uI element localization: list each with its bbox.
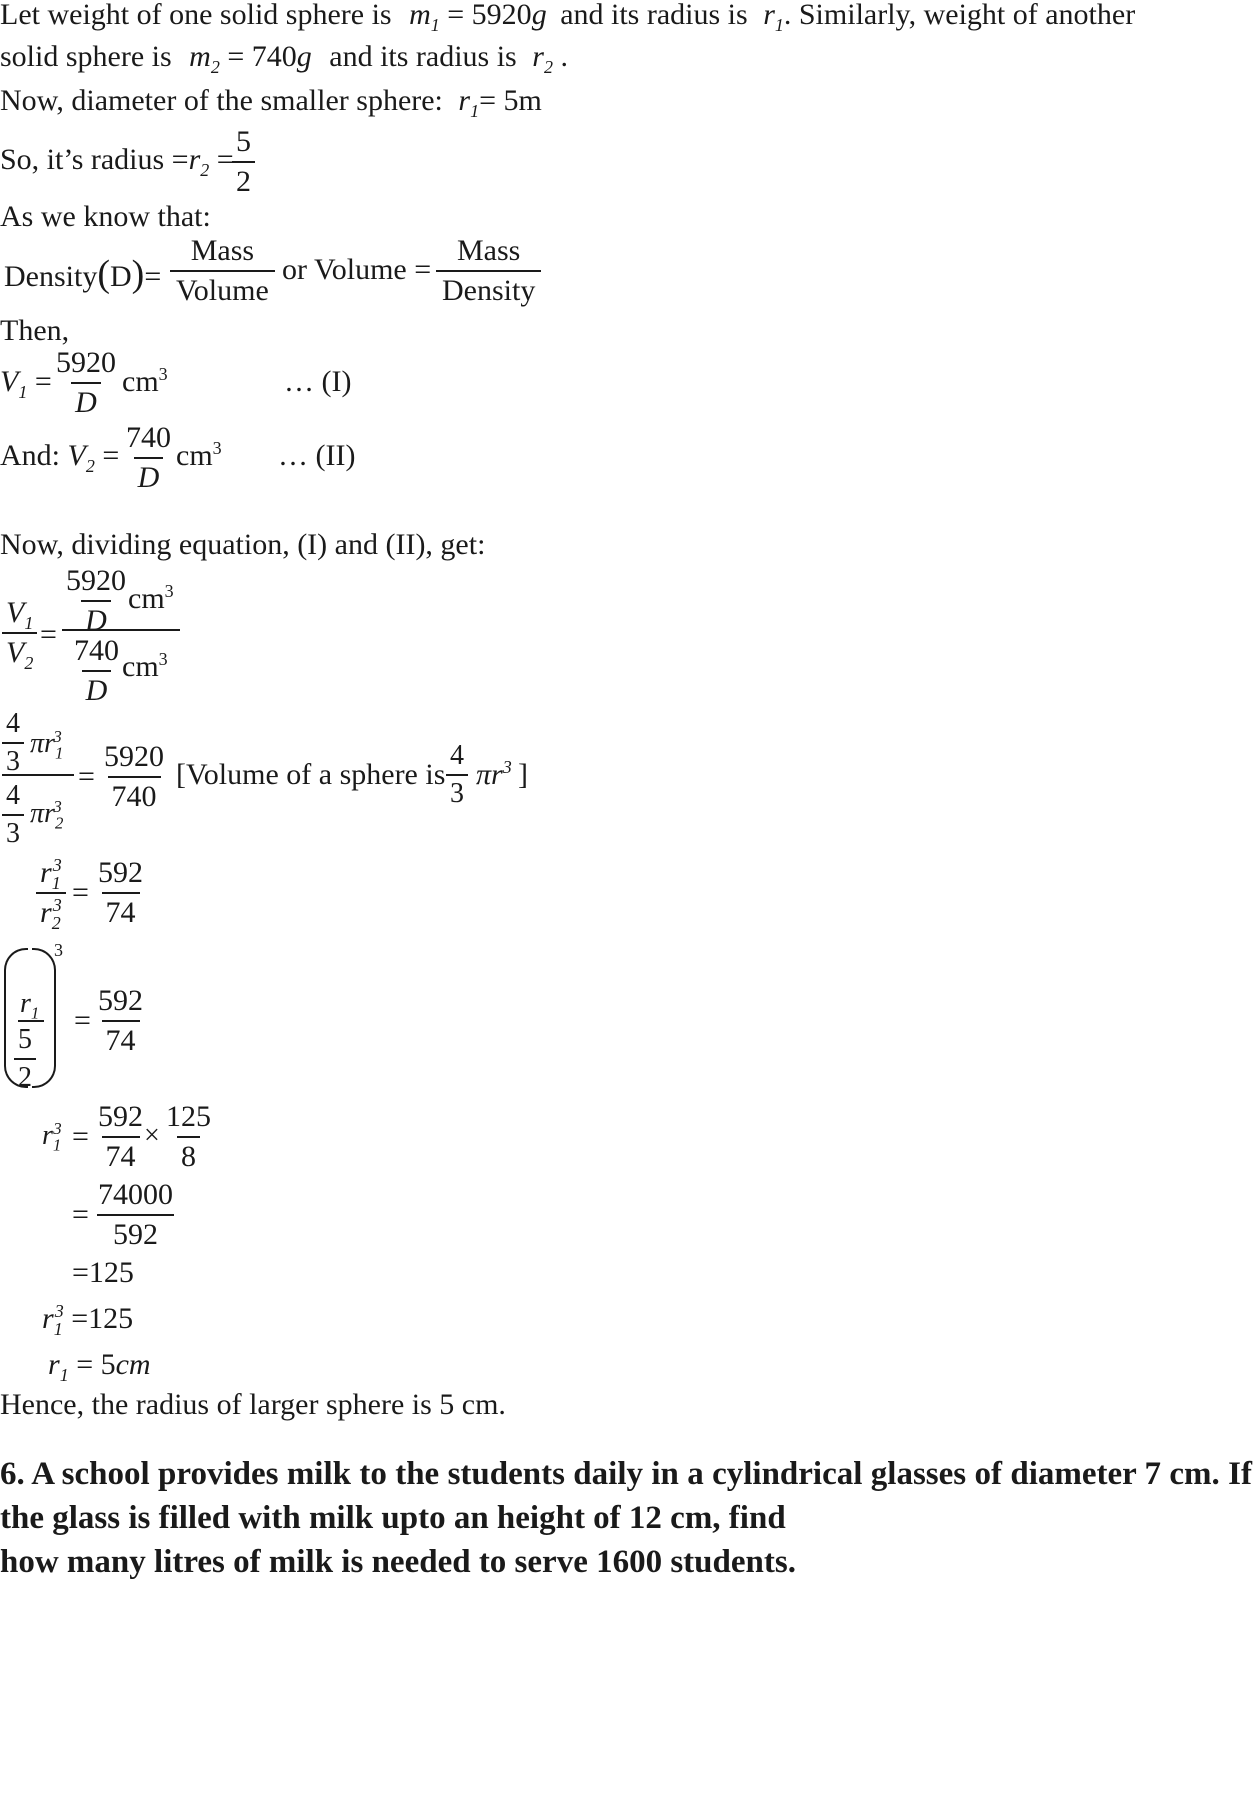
mass-over-volume: Mass Volume: [170, 236, 275, 306]
eq1-lhs: $V_1$ =: [0, 365, 52, 402]
intro-line-5: As we know that:: [0, 200, 211, 233]
eq2-fraction: $\frac{740}{D}$: [126, 421, 171, 494]
ratio-top-fraction: $\frac{5920}{D}$: [66, 564, 126, 637]
or-volume-label: or Volume =: [282, 253, 432, 286]
r2-symbol: $r_2$: [532, 40, 553, 77]
cube-ratio-rhs: $\frac{592}{74}$: [98, 856, 143, 929]
volume-note: [Volume of a sphere is: [176, 758, 446, 791]
mass-over-density: Mass Density: [436, 236, 541, 306]
intro-line-4: So, it’s radius $=r_2$ =: [0, 143, 234, 180]
intro-line-1: Let weight of one solid sphere is $m_1 = 5920g$ and its radius is $r_1$. Similarly, weight of another: [0, 0, 1136, 35]
volume-rhs-fraction: $\frac{5920}{740}$: [104, 740, 164, 813]
eq2-unit: $cm^3$: [176, 438, 222, 472]
v1-over-v2: $\frac{V_1}{V_2}$: [2, 598, 37, 668]
conclusion-line: Hence, the radius of larger sphere is 5 cm.: [0, 1388, 506, 1421]
document-page: Let weight of one solid sphere is $m_1 = 5920g$ and its radius is $r_1$. Similarly, weight of another solid sphere is $m_2 = 740g$ and its radius is $r_2$ . Now, diameter of the smaller sphere: $r_1= 5m$ So, it’s radius $=r_2$ = $\frac{5}{2}$ As we know that: Density(D)= Mass Volume or Volume = Mass Density Then, $V_1$ = $\frac{5920}{D}$ $cm^3$ … (I) And: $V_2$ = $\frac{740}{D}$ $cm^3$ … (II) Now, dividing equation, (I) and (II), get: $\frac{V_1}{V_2}$ = $\frac{5920}{D}$ $cm^3$ $\frac{740}{D}$ $cm^3$ $\frac{4}{3}$ $\pi r_1^3$ $\frac{4}{3}$ $\pi r_2^3$ = $\frac{5920}{740}$ [Volume of a sphere is $\frac{4}{3}$ $\pi r^3$ ] $\frac{r_1^3}{r_2^3}$ = $\frac{592}{74}$ 3 $r_1$ $\frac{5}{2}$ = $\frac{592}{74}$ $r_1^3$ = $\frac{592}{74}$ × $\frac{125}{8}$ = $\frac{74000}{592}$ =125 $r_1^3 =125$ $r_1 = 5cm$ Hence, the radius of larger sphere is 5 cm. 6. A school provides milk to the students daily in a cylindrical glasses of diameter 7 cm. If the glass is filled with milk upto an height of 12 cm, find how many litres of milk is needed to serve 1600 students.: [0, 0, 1256, 1799]
cube-ratio-lhs: $\frac{r_1^3}{r_2^3}$: [36, 858, 66, 928]
m2-symbol: $m_2$: [189, 40, 220, 77]
five-halves-fraction: $\frac{5}{2}$: [232, 127, 255, 197]
eq1-unit: $cm^3$: [122, 364, 168, 398]
paren-eq-rhs: $\frac{592}{74}$: [98, 984, 143, 1057]
then-label: Then,: [0, 314, 70, 347]
eq1-fraction: $\frac{5920}{D}$: [56, 346, 116, 419]
intro-line-3: Now, diameter of the smaller sphere: $r_1= 5m$: [0, 84, 542, 121]
question-6: 6. A school provides milk to the students daily in a cylindrical glasses of diameter 7 cm. If the glass is filled with milk upto an height of 12 cm, find how many litres of milk is needed to serve 1600 students.: [0, 1456, 1252, 1580]
eq2-tag: … (II): [278, 439, 356, 472]
dividing-line: Now, dividing equation, (I) and (II), get:: [0, 528, 486, 561]
m1-symbol: $m_1$: [409, 0, 440, 35]
intro-line-2: solid sphere is $m_2 = 740g$ and its radius is $r_2$ .: [0, 40, 568, 77]
eq2-lhs: And: $V_2$ =: [0, 439, 120, 476]
ratio-bottom-fraction: $\frac{740}{D}$: [74, 634, 119, 707]
density-label: Density(D)=: [4, 253, 162, 295]
eq1-tag: … (I): [284, 365, 352, 398]
r1-symbol: $r_1$: [763, 0, 784, 35]
